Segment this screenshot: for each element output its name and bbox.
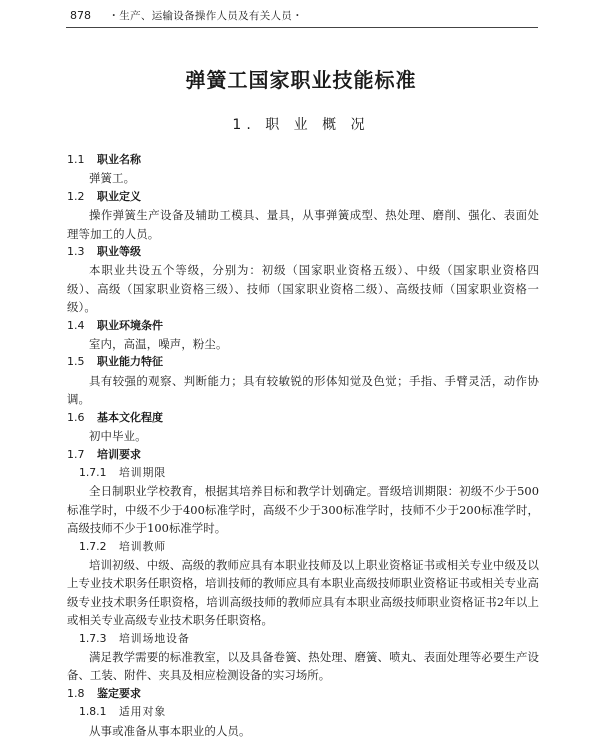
document-title: 弹簧工国家职业技能标准 (185, 68, 417, 92)
section-number: 1.4 (67, 318, 85, 332)
section-title: 基本文化程度 (97, 410, 163, 424)
subsection-text-1-7-3: 满足教学需要的标准教室，以及具备卷簧、热处理、磨簧、喷丸、表面处理等必要生产设备、工装、附件、夹具及相应检测设备的实习场所。 (67, 649, 539, 683)
subsection-text-1-8-1: 从事或准备从事本职业的人员。 (89, 723, 251, 738)
subsection-title: 培训场地设备 (119, 631, 190, 645)
subsection-title: 培训期限 (119, 465, 167, 479)
subsection-number: 1.7.2 (79, 539, 107, 553)
running-title: ・生产、运输设备操作人员及有关人员・ (108, 10, 303, 22)
subsection-heading-1-7-2 (67, 538, 539, 556)
section-heading-1-4 (67, 317, 539, 335)
section-title: 职业环境条件 (97, 318, 163, 332)
section-heading-1-3 (67, 243, 539, 261)
section-title: 职业定义 (97, 189, 141, 203)
section-title: 培训要求 (97, 447, 141, 461)
subsection-heading-1-7-3 (67, 630, 539, 648)
section-heading-1-8 (67, 685, 539, 703)
section-number: 1.1 (67, 153, 85, 166)
section-text-1-3: 本职业共设五个等级，分别为：初级（国家职业资格五级）、中级（国家职业资格四级）、高级（国家职业资格三级）、技师（国家职业资格二级）、高级技师（国家职业资格一级）。 (67, 263, 539, 315)
page-number: 878 (70, 9, 91, 22)
section-heading-1-6 (67, 409, 539, 427)
subsection-title: 适用对象 (119, 705, 167, 719)
section-heading-1-7 (67, 446, 539, 464)
section-number: 1.2 (67, 189, 85, 203)
subsection-number: 1.7.3 (79, 631, 107, 645)
subsection-heading-1-8-1 (67, 703, 539, 721)
section-title: 鉴定要求 (97, 686, 141, 700)
section-number: 1.7 (67, 447, 85, 461)
section-heading-1-2 (67, 188, 539, 206)
running-header (70, 9, 540, 23)
header-rule (66, 27, 538, 28)
section-text-1-6: 初中毕业。 (89, 429, 147, 444)
section-text-1-5: 具有较强的观察、判断能力；具有较敏锐的形体知觉及色觉；手指、手臂灵活，动作协调。 (67, 373, 539, 407)
subsection-heading-1-7-1 (67, 464, 539, 482)
section-heading-1-5 (67, 353, 539, 371)
chapter-title: 1. 职 业 概 况 (232, 117, 370, 133)
section-title: 职业能力特征 (97, 355, 163, 369)
subsection-number: 1.7.1 (79, 465, 107, 479)
subsection-text-1-7-1: 全日制职业学校教育，根据其培养目标和教学计划确定。晋级培训期限：初级不少于500标准学时，中级不少于400标准学时，高级不少于300标准学时，技师不少于200标准学时，高级技师不少于100标准学时。 (67, 484, 539, 536)
subsection-text-1-7-2: 培训初级、中级、高级的教师应具有本职业技师及以上职业资格证书或相关专业中级及以上专业技术职务任职资格，培训技师的教师应具有本职业高级技师职业资格证书或相关专业高级专业技术职务任职资格，培训高级技师的教师应具有本职业高级技师职业资格证书2年以上或相关专业高级专业技术职务任职资格。 (67, 557, 539, 628)
document-body (67, 151, 539, 740)
section-number: 1.8 (67, 686, 85, 700)
section-title: 职业等级 (97, 245, 141, 259)
section-number: 1.6 (67, 410, 85, 424)
section-text-1-2: 操作弹簧生产设备及辅助工模具、量具，从事弹簧成型、热处理、磨削、强化、表面处理等加工的人员。 (67, 208, 539, 241)
section-title: 职业名称 (97, 153, 141, 166)
section-number: 1.5 (67, 355, 85, 369)
section-text-1-1: 弹簧工。 (89, 171, 136, 186)
section-text-1-4: 室内，高温，噪声，粉尘。 (89, 337, 228, 352)
section-number: 1.3 (67, 245, 85, 259)
subsection-title: 培训教师 (119, 539, 167, 553)
subsection-number: 1.8.1 (79, 705, 107, 719)
section-heading-1-1 (67, 151, 539, 169)
